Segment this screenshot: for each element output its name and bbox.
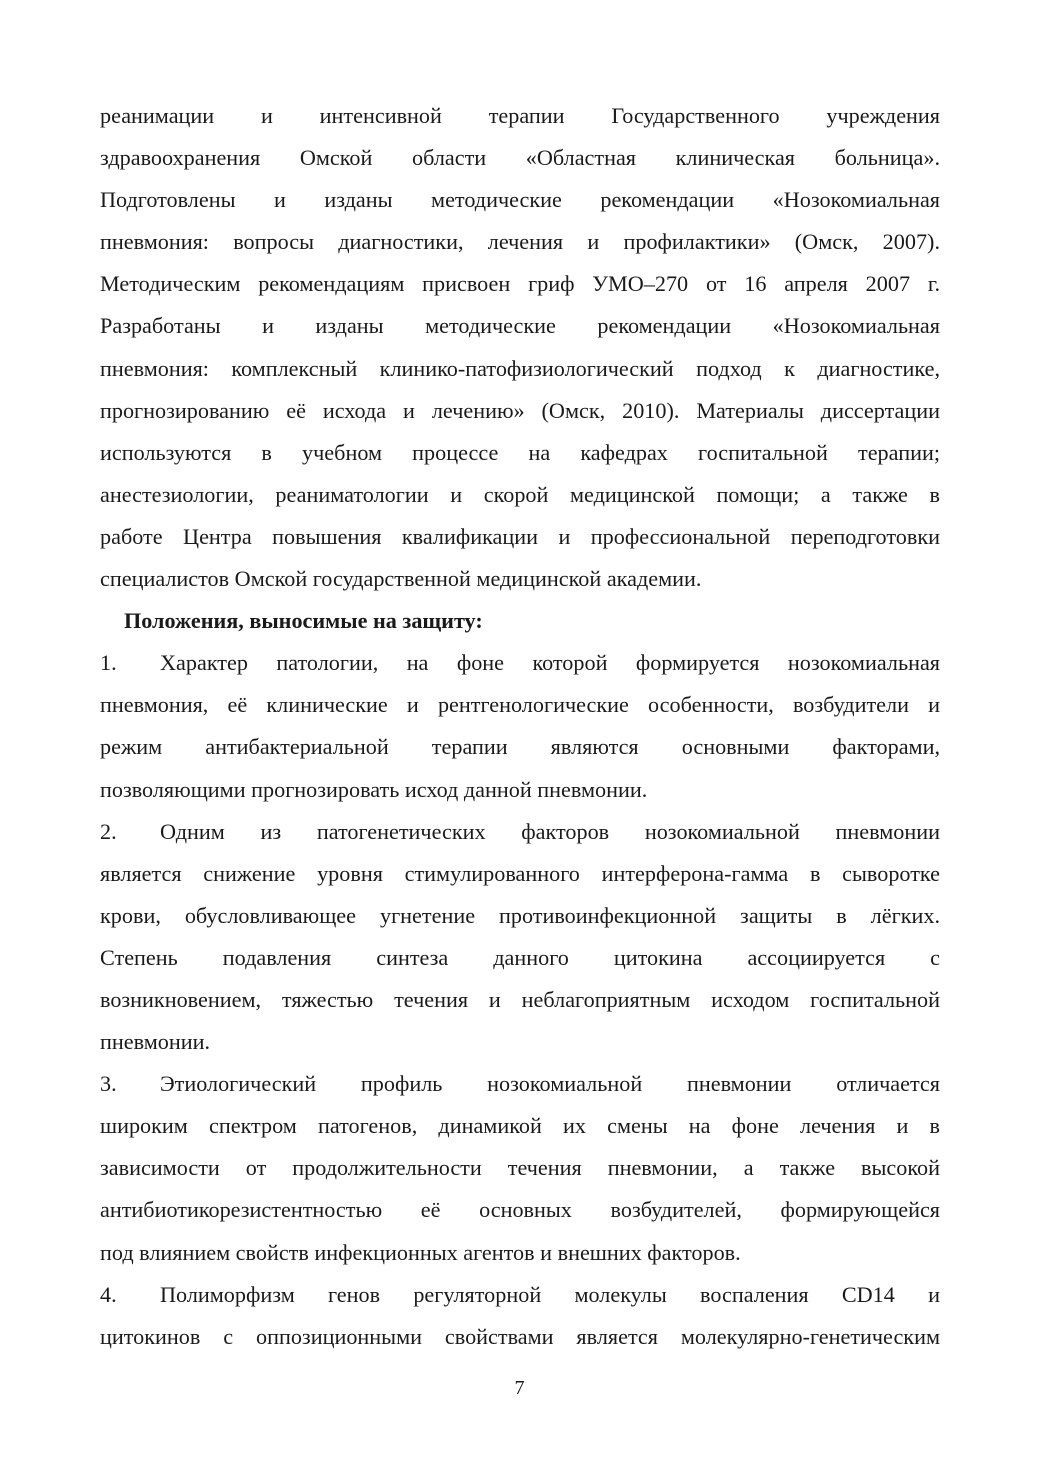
text-line: специалистов Омской государственной медицинской академии. bbox=[100, 566, 702, 592]
text-line: Методическим рекомендациям присвоен гриф УМО–270 от 16 апреля 2007 г. bbox=[100, 271, 940, 297]
text-line: пневмония: комплексный клинико-патофизиологический подход к диагностике, bbox=[100, 355, 940, 381]
thesis-number: 3. bbox=[100, 1071, 117, 1097]
text-line: пневмония, её клинические и рентгенологические особенности, возбудители и bbox=[100, 692, 940, 718]
text-line: возникновением, тяжестью течения и неблагоприятным исходом госпитальной bbox=[100, 986, 940, 1012]
text-line: пневмонии. bbox=[100, 1029, 210, 1055]
thesis-text: Одним из патогенетических факторов нозокомиальной пневмонии bbox=[160, 818, 940, 844]
page-number: 7 bbox=[514, 1377, 525, 1399]
text-line: под влиянием свойств инфекционных агентов и внешних факторов. bbox=[100, 1239, 741, 1265]
intro-paragraph bbox=[100, 95, 940, 600]
thesis-text: Характер патологии, на фоне которой формируется нозокомиальная bbox=[160, 650, 940, 676]
thesis-first-line bbox=[100, 1063, 940, 1105]
text-line: позволяющими прогнозировать исход данной пневмонии. bbox=[100, 776, 648, 802]
thesis-first-line bbox=[100, 642, 940, 684]
section-heading: Положения, выносимые на защиту: bbox=[124, 608, 483, 634]
text-line: анестезиологии, реаниматологии и скорой медицинской помощи; а также в bbox=[100, 481, 940, 507]
text-line: Подготовлены и изданы методические рекомендации «Нозокомиальная bbox=[100, 187, 940, 213]
thesis-item bbox=[100, 1274, 940, 1358]
text-line: реанимации и интенсивной терапии Государственного учреждения bbox=[100, 103, 940, 128]
thesis-number: 2. bbox=[100, 818, 117, 844]
text-line: пневмония: вопросы диагностики, лечения и профилактики» (Омск, 2007). bbox=[100, 229, 940, 255]
text-line: цитокинов с оппозиционными свойствами является молекулярно-генетическим bbox=[100, 1323, 940, 1349]
thesis-number: 1. bbox=[100, 650, 117, 676]
text-line: здравоохранения Омской области «Областная клиническая больница». bbox=[100, 145, 940, 171]
thesis-first-line bbox=[100, 811, 940, 853]
text-line: широким спектром патогенов, динамикой их смены на фоне лечения и в bbox=[100, 1113, 940, 1139]
thesis-first-line bbox=[100, 1274, 940, 1316]
text-line: зависимости от продолжительности течения пневмонии, а также высокой bbox=[100, 1155, 940, 1181]
thesis-number: 4. bbox=[100, 1281, 117, 1307]
text-line: работе Центра повышения квалификации и профессиональной переподготовки bbox=[100, 523, 940, 549]
text-line: является снижение уровня стимулированного интерферона-гамма в сыворотке bbox=[100, 860, 940, 886]
text-line: крови, обусловливающее угнетение противоинфекционной защиты в лёгких. bbox=[100, 902, 940, 928]
text-line: антибиотикорезистентностью её основных возбудителей, формирующейся bbox=[100, 1197, 940, 1223]
thesis-item bbox=[100, 642, 940, 810]
thesis-item bbox=[100, 811, 940, 1064]
document-page bbox=[100, 95, 940, 1358]
thesis-item bbox=[100, 1063, 940, 1273]
thesis-text: Этиологический профиль нозокомиальной пневмонии отличается bbox=[160, 1071, 940, 1097]
text-line: Степень подавления синтеза данного цитокина ассоциируется с bbox=[100, 944, 940, 970]
thesis-text: Полиморфизм генов регуляторной молекулы воспаления CD14 и bbox=[160, 1281, 940, 1307]
text-line: Разработаны и изданы методические рекомендации «Нозокомиальная bbox=[100, 313, 940, 339]
text-line: режим антибактериальной терапии являются основными факторами, bbox=[100, 734, 940, 760]
theses-list bbox=[100, 642, 940, 1358]
text-line: прогнозированию её исхода и лечению» (Омск, 2010). Материалы диссертации bbox=[100, 397, 940, 423]
text-line: используются в учебном процессе на кафедрах госпитальной терапии; bbox=[100, 439, 940, 465]
